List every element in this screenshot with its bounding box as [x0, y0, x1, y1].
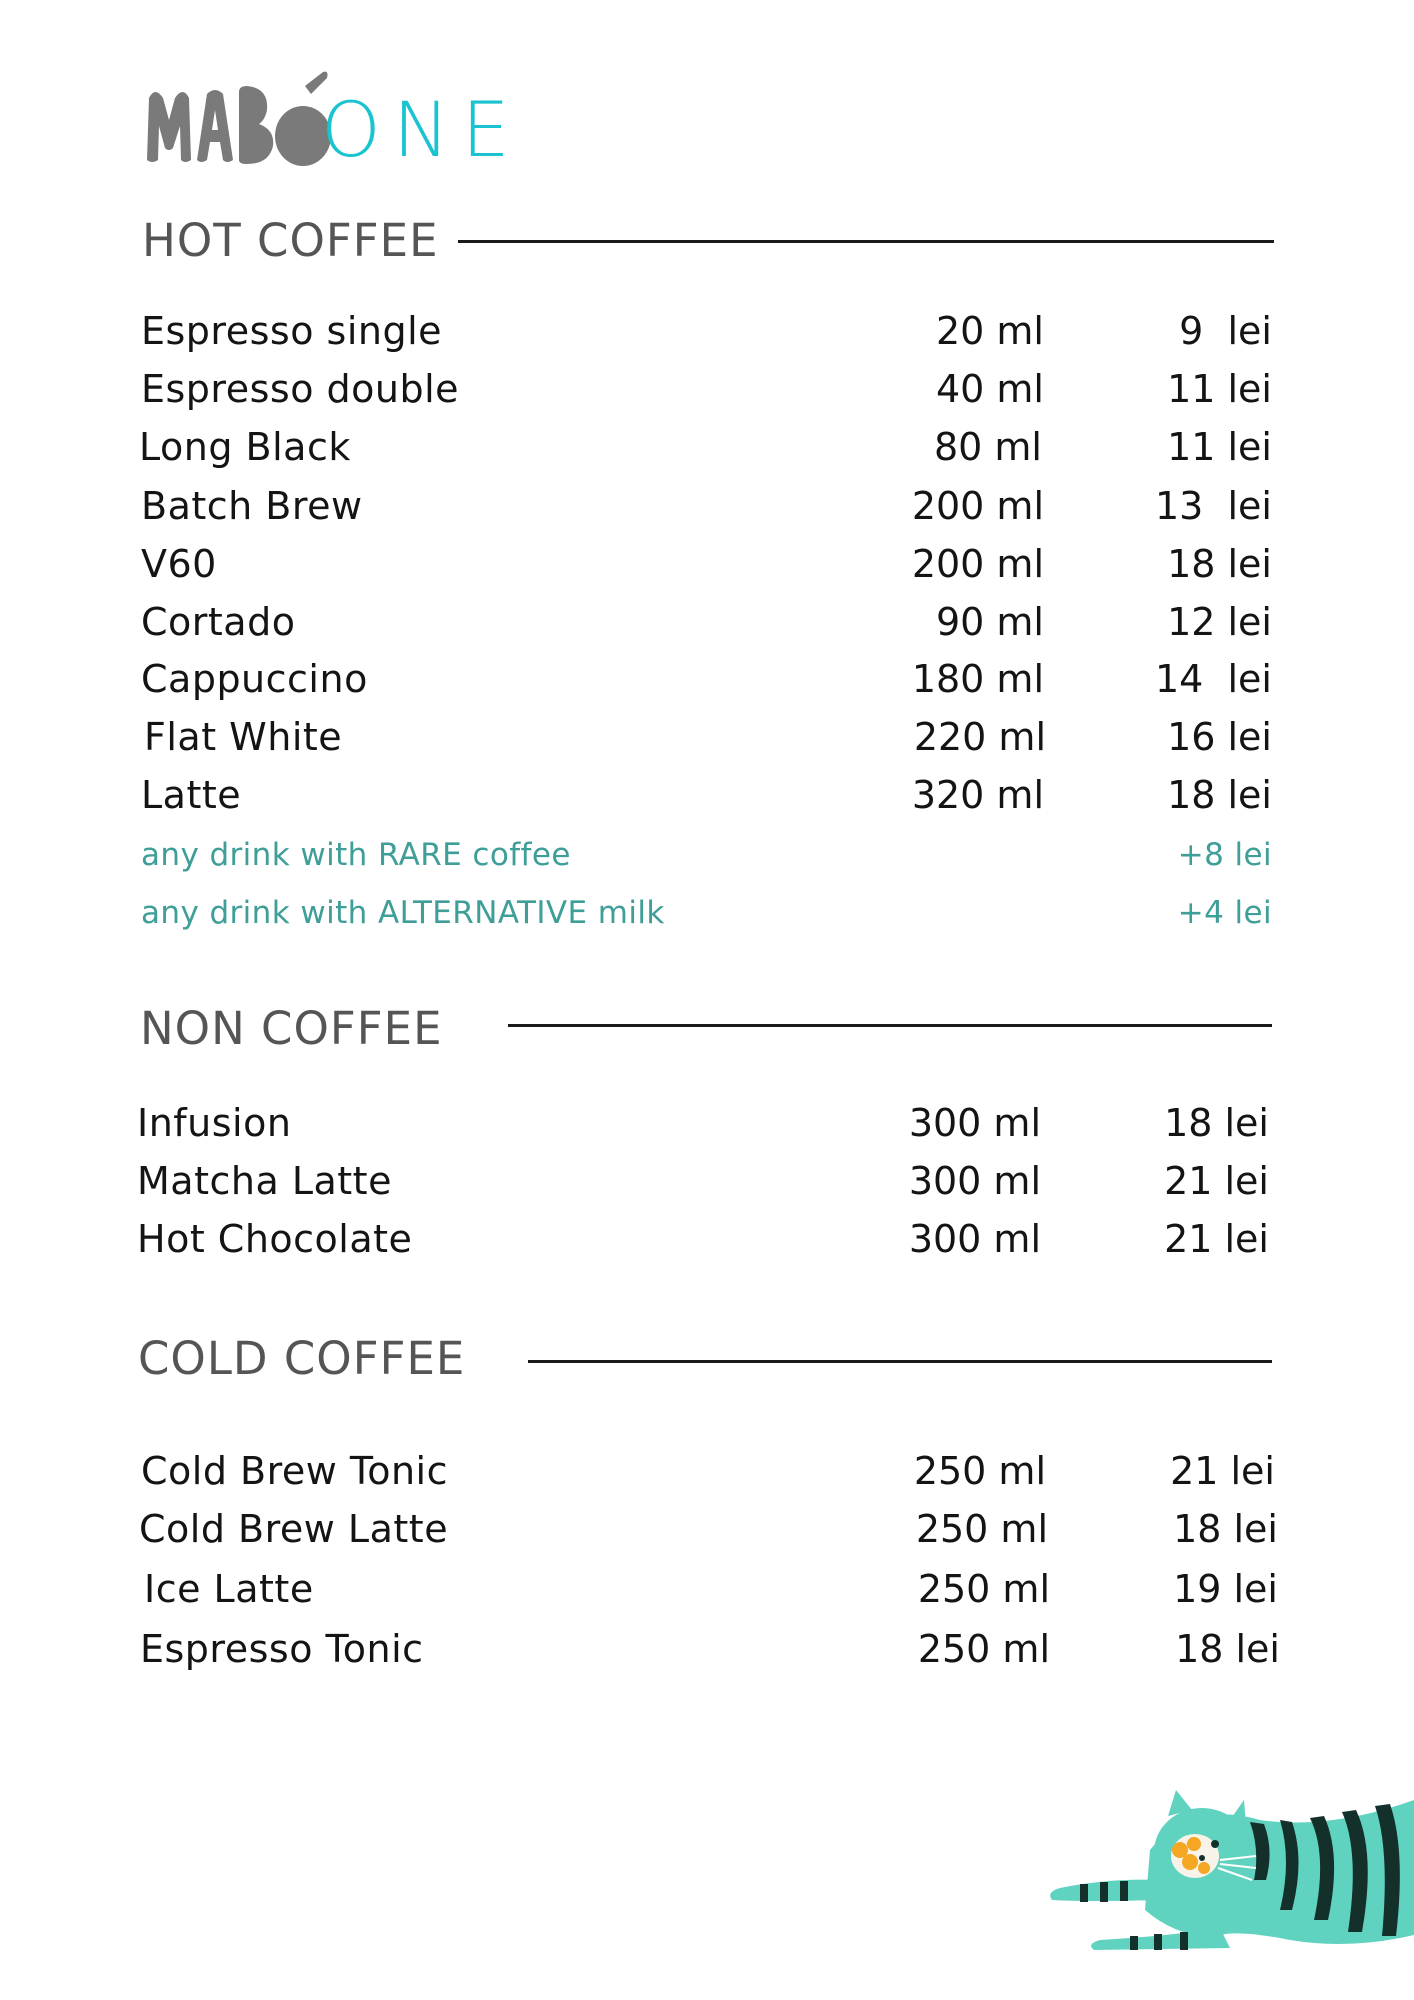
menu-row — [0, 1504, 1414, 1554]
item-volume: 200 ml — [911, 484, 1044, 528]
menu-row — [0, 1098, 1414, 1148]
item-volume: 300 ml — [908, 1217, 1041, 1261]
item-price: 13 lei — [1154, 484, 1272, 528]
menu-row — [0, 1156, 1414, 1206]
item-price: 12 lei — [1167, 600, 1272, 644]
item-price: 14 lei — [1154, 657, 1272, 701]
item-volume: 300 ml — [908, 1159, 1041, 1203]
item-volume: 250 ml — [917, 1567, 1050, 1611]
menu-row — [0, 1214, 1414, 1264]
menu-row — [0, 654, 1414, 704]
brand-logo — [145, 68, 525, 178]
extra-name: any drink with ALTERNATIVE milk — [141, 895, 665, 931]
item-volume: 250 ml — [915, 1507, 1048, 1551]
item-volume: 80 ml — [933, 425, 1042, 469]
logo-suffix: ONE — [321, 85, 522, 174]
menu-row — [0, 712, 1414, 762]
item-name: Cortado — [141, 600, 296, 644]
extra-price: +4 lei — [1177, 895, 1272, 931]
menu-row — [0, 1446, 1414, 1496]
item-name: Ice Latte — [144, 1567, 314, 1611]
menu-row — [0, 306, 1414, 356]
item-price: 16 lei — [1167, 715, 1272, 759]
item-volume: 40 ml — [935, 367, 1044, 411]
menu-row — [0, 422, 1414, 472]
item-volume: 220 ml — [913, 715, 1046, 759]
item-price: 18 lei — [1167, 773, 1272, 817]
section-divider — [528, 1360, 1272, 1363]
item-name: Espresso single — [141, 309, 443, 353]
item-volume: 320 ml — [911, 773, 1044, 817]
item-price: 18 lei — [1164, 1101, 1269, 1145]
section-divider — [458, 240, 1274, 243]
menu-extra-row — [0, 830, 1414, 880]
item-name: Batch Brew — [141, 484, 363, 528]
section-title-cold-coffee: COLD COFFEE — [138, 1332, 466, 1385]
item-name: Cold Brew Latte — [139, 1507, 449, 1551]
item-price: 11 lei — [1167, 425, 1272, 469]
item-name: Espresso Tonic — [140, 1627, 424, 1671]
section-title-non-coffee: NON COFFEE — [140, 1002, 443, 1055]
item-price: 21 lei — [1170, 1449, 1275, 1493]
extra-name: any drink with RARE coffee — [141, 837, 571, 873]
extra-price: +8 lei — [1177, 837, 1272, 873]
item-price: 21 lei — [1164, 1159, 1269, 1203]
mabo-logo-mark — [145, 68, 345, 178]
item-price: 19 lei — [1173, 1567, 1278, 1611]
item-volume: 300 ml — [908, 1101, 1041, 1145]
item-name: Matcha Latte — [137, 1159, 392, 1203]
item-price: 18 lei — [1175, 1627, 1280, 1671]
item-volume: 20 ml — [935, 309, 1044, 353]
item-volume: 180 ml — [911, 657, 1044, 701]
item-name: Cold Brew Tonic — [141, 1449, 448, 1493]
item-name: V60 — [141, 542, 217, 586]
item-name: Long Black — [139, 425, 351, 469]
menu-extra-row — [0, 888, 1414, 938]
menu-row — [0, 539, 1414, 589]
item-volume: 250 ml — [917, 1627, 1050, 1671]
section-divider — [508, 1024, 1272, 1027]
menu-row — [0, 597, 1414, 647]
item-name: Infusion — [137, 1101, 292, 1145]
section-title-hot-coffee: HOT COFFEE — [142, 214, 439, 267]
item-volume: 200 ml — [911, 542, 1044, 586]
item-volume: 250 ml — [913, 1449, 1046, 1493]
item-price: 18 lei — [1173, 1507, 1278, 1551]
item-name: Flat White — [144, 715, 343, 759]
item-name: Cappuccino — [141, 657, 368, 701]
menu-row — [0, 770, 1414, 820]
item-price: 21 lei — [1164, 1217, 1269, 1261]
item-price: 18 lei — [1167, 542, 1272, 586]
item-name: Espresso double — [141, 367, 460, 411]
menu-row — [0, 1564, 1414, 1614]
cat-illustration — [1030, 1760, 1414, 1950]
item-price: 9 lei — [1179, 309, 1272, 353]
menu-row — [0, 481, 1414, 531]
item-volume: 90 ml — [935, 600, 1044, 644]
item-name: Latte — [141, 773, 242, 817]
item-price: 11 lei — [1167, 367, 1272, 411]
menu-row — [0, 364, 1414, 414]
menu-row — [0, 1624, 1414, 1674]
item-name: Hot Chocolate — [137, 1217, 413, 1261]
